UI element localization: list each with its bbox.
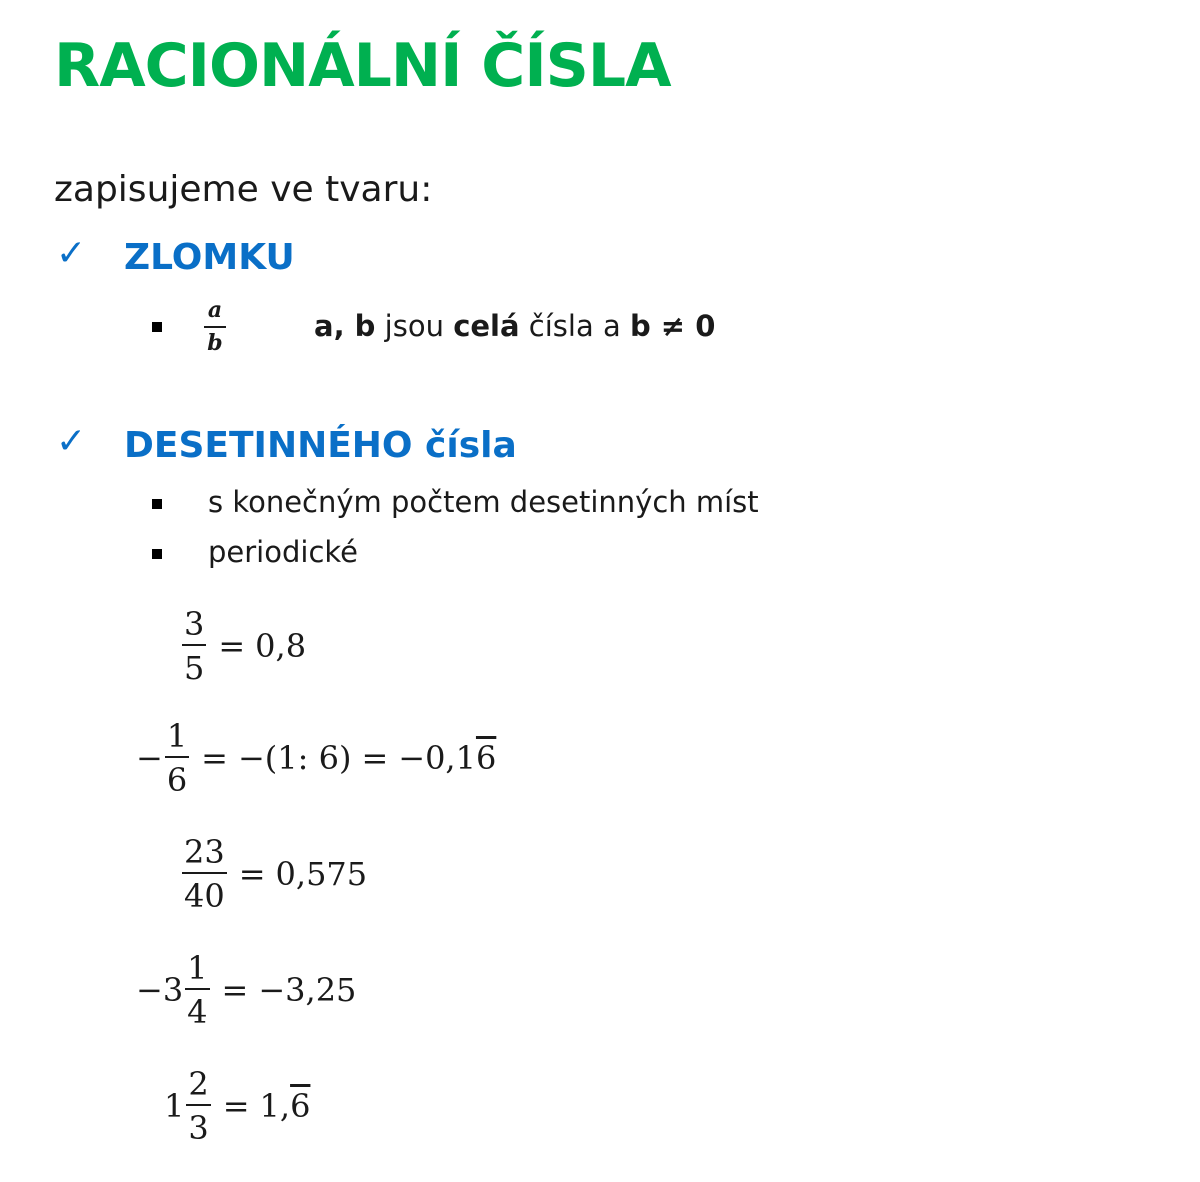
fraction xyxy=(186,1065,210,1147)
condition-b-nonzero: b ≠ 0 xyxy=(629,309,716,343)
fraction xyxy=(165,717,189,799)
checkmark-icon: ✓ xyxy=(56,233,87,274)
list-item: s konečným počtem desetinných míst xyxy=(208,485,759,519)
bullet-icon xyxy=(152,322,162,332)
example-equation xyxy=(136,717,497,799)
denominator: 40 xyxy=(184,877,225,915)
result-nonperiodic: −0,1 xyxy=(398,739,476,777)
fraction-bar xyxy=(204,326,226,328)
minus-sign: − xyxy=(136,739,163,777)
equals-sign: = xyxy=(238,855,266,893)
result xyxy=(398,739,496,777)
fraction-numerator: a xyxy=(207,297,223,323)
division-expression: −(1: 6) xyxy=(237,739,352,777)
fraction-condition xyxy=(314,309,716,343)
result-period: 6 xyxy=(475,739,497,777)
denominator: 6 xyxy=(166,761,188,799)
page-title: RACIONÁLNÍ ČÍSLA xyxy=(54,31,671,101)
list-item: periodické xyxy=(208,535,358,569)
fraction xyxy=(182,833,227,915)
example-equation xyxy=(180,833,368,915)
result xyxy=(260,1087,311,1125)
result-period: 6 xyxy=(290,1087,311,1125)
result: 0,575 xyxy=(275,855,368,893)
numerator: 1 xyxy=(187,949,208,987)
equals-sign: = xyxy=(222,1087,250,1125)
example-equation xyxy=(180,605,307,687)
denominator: 4 xyxy=(187,993,208,1031)
intro-text: zapisujeme ve tvaru: xyxy=(54,169,433,210)
equals-sign: = xyxy=(361,739,389,777)
equals-sign: = xyxy=(201,739,228,777)
section-heading-fraction: ZLOMKU xyxy=(124,237,295,278)
numerator: 23 xyxy=(184,833,225,871)
condition-text-2: čísla a xyxy=(519,309,630,343)
fraction xyxy=(182,605,206,687)
denominator: 3 xyxy=(188,1109,209,1147)
equals-sign: = xyxy=(221,971,249,1009)
numerator: 2 xyxy=(188,1065,209,1103)
section-heading-decimal: DESETINNÉHO čísla xyxy=(124,425,517,466)
denominator: 5 xyxy=(184,649,205,687)
numerator: 1 xyxy=(166,717,188,755)
result: −3,25 xyxy=(258,971,357,1009)
example-equation xyxy=(164,1065,311,1147)
fraction xyxy=(185,949,209,1031)
fraction-denominator: b xyxy=(207,330,223,357)
result: 0,8 xyxy=(255,627,307,665)
result-nonperiodic: 1, xyxy=(259,1087,291,1125)
example-equation xyxy=(136,949,357,1031)
condition-text-1: jsou xyxy=(375,309,454,343)
equals-sign: = xyxy=(218,627,246,665)
condition-whole: celá xyxy=(453,309,520,343)
checkmark-icon: ✓ xyxy=(56,421,87,462)
whole-part: −3 xyxy=(136,971,184,1009)
numerator: 3 xyxy=(184,605,205,643)
bullet-icon xyxy=(152,549,162,559)
condition-vars: a, b xyxy=(314,309,376,343)
whole-part: 1 xyxy=(164,1087,185,1125)
bullet-icon xyxy=(152,499,162,509)
fraction-ab xyxy=(204,298,226,355)
